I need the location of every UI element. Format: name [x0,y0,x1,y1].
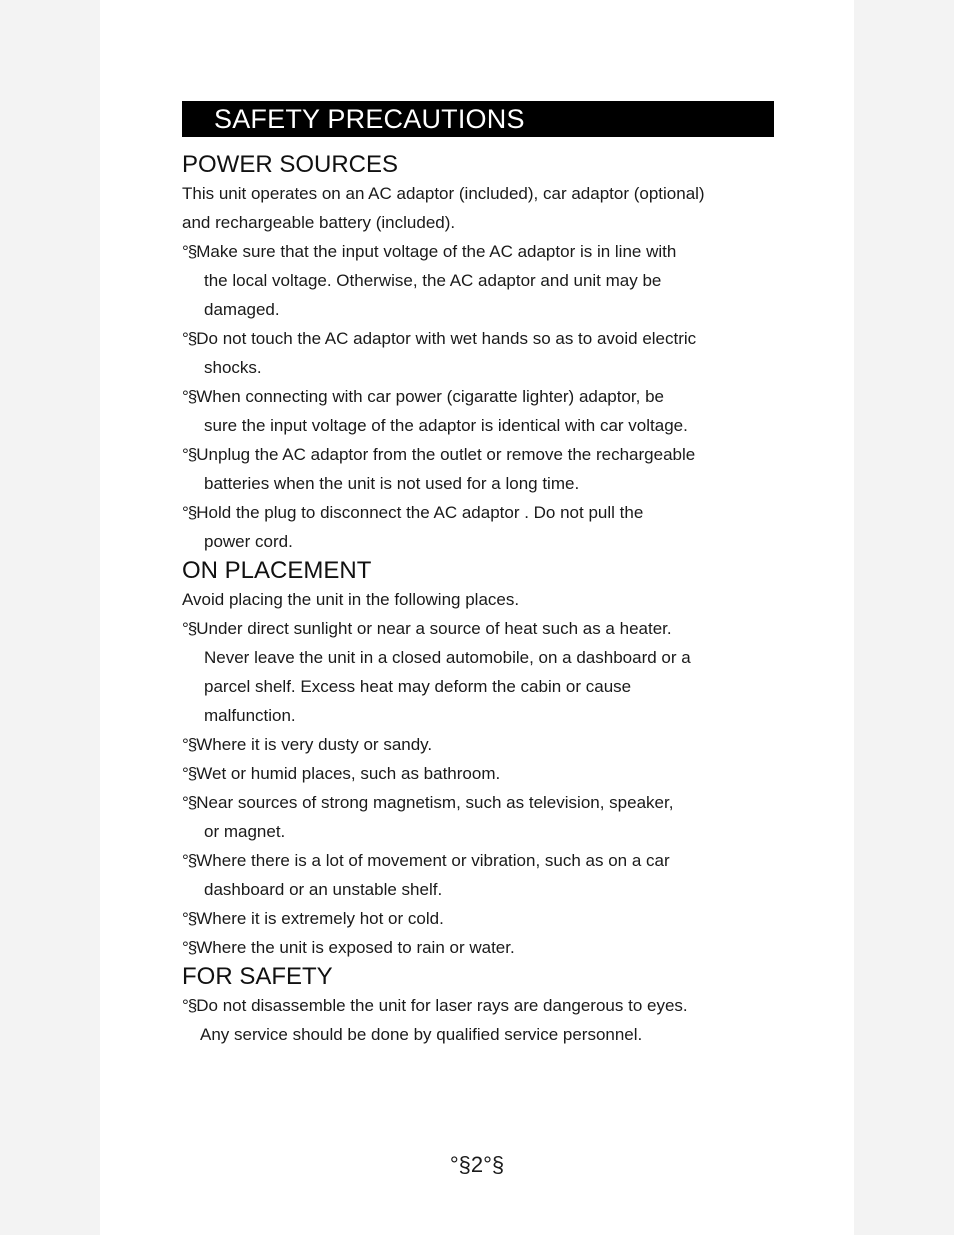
list-item-line: Do not disassemble the unit for laser rays are dangerous to eyes. [196,996,688,1015]
list-item [182,382,774,440]
power-sources-intro [182,179,774,237]
list-item [182,904,774,933]
section-heading-power-sources: POWER SOURCES [182,151,399,178]
list-item-line: shocks. [204,358,262,377]
list-item-line: Where there is a lot of movement or vibration, such as on a car [196,851,670,870]
intro-line: and rechargeable battery (included). [182,213,456,232]
list-item-line: sure the input voltage of the adaptor is identical with car voltage. [204,416,688,435]
list-item [182,788,774,846]
bullet-mark: °§ [182,996,197,1015]
bullet-mark: °§ [182,764,197,783]
list-item-line: Hold the plug to disconnect the AC adaptor . Do not pull the [196,503,644,522]
manual-page [100,0,854,1235]
page-content [182,101,774,1049]
list-item-line: Where the unit is exposed to rain or water. [196,938,515,957]
bullet-mark: °§ [182,387,197,406]
list-item-line: Never leave the unit in a closed automobile, on a dashboard or a [204,648,691,667]
list-item-line: or magnet. [204,822,286,841]
list-item [182,933,774,962]
list-item [182,498,774,556]
on-placement-intro: Avoid placing the unit in the following places. [182,590,520,609]
list-item [182,324,774,382]
section-heading-on-placement: ON PLACEMENT [182,557,372,584]
list-item-line: Do not touch the AC adaptor with wet hands so as to avoid electric [196,329,697,348]
section-heading-for-safety: FOR SAFETY [182,963,333,990]
bullet-mark: °§ [182,793,197,812]
bullet-mark: °§ [182,445,197,464]
list-item [182,991,774,1049]
list-item [182,759,774,788]
bullet-mark: °§ [182,851,197,870]
list-item [182,237,774,324]
list-item-line: Near sources of strong magnetism, such as television, speaker, [196,793,674,812]
bullet-mark: °§ [182,242,197,261]
bullet-mark: °§ [182,503,197,522]
list-item [182,614,774,730]
intro-line: This unit operates on an AC adaptor (included), car adaptor (optional) [182,184,705,203]
list-item-line: Wet or humid places, such as bathroom. [196,764,501,783]
list-item-line: parcel shelf. Excess heat may deform the cabin or cause [204,677,632,696]
bullet-mark: °§ [182,329,197,348]
list-item [182,440,774,498]
list-item-line: Where it is extremely hot or cold. [196,909,444,928]
list-item-line: malfunction. [204,706,296,725]
list-item-line: damaged. [204,300,280,319]
bullet-mark: °§ [182,909,197,928]
list-item-line: Make sure that the input voltage of the AC adaptor is in line with [196,242,677,261]
bullet-mark: °§ [182,938,197,957]
list-item-line: Under direct sunlight or near a source of heat such as a heater. [196,619,672,638]
list-item-line: Where it is very dusty or sandy. [196,735,433,754]
page-title: SAFETY PRECAUTIONS [182,101,774,137]
list-item-line: When connecting with car power (cigaratte lighter) adaptor, be [196,387,665,406]
bullet-mark: °§ [182,735,197,754]
list-item-line: Any service should be done by qualified service personnel. [200,1025,643,1044]
list-item [182,730,774,759]
list-item-line: dashboard or an unstable shelf. [204,880,443,899]
page-number: °§2°§ [449,1152,505,1177]
list-item-line: the local voltage. Otherwise, the AC adaptor and unit may be [204,271,662,290]
list-item [182,846,774,904]
bullet-mark: °§ [182,619,197,638]
list-item-line: batteries when the unit is not used for a long time. [204,474,580,493]
list-item-line: Unplug the AC adaptor from the outlet or remove the rechargeable [196,445,696,464]
list-item-line: power cord. [204,532,293,551]
